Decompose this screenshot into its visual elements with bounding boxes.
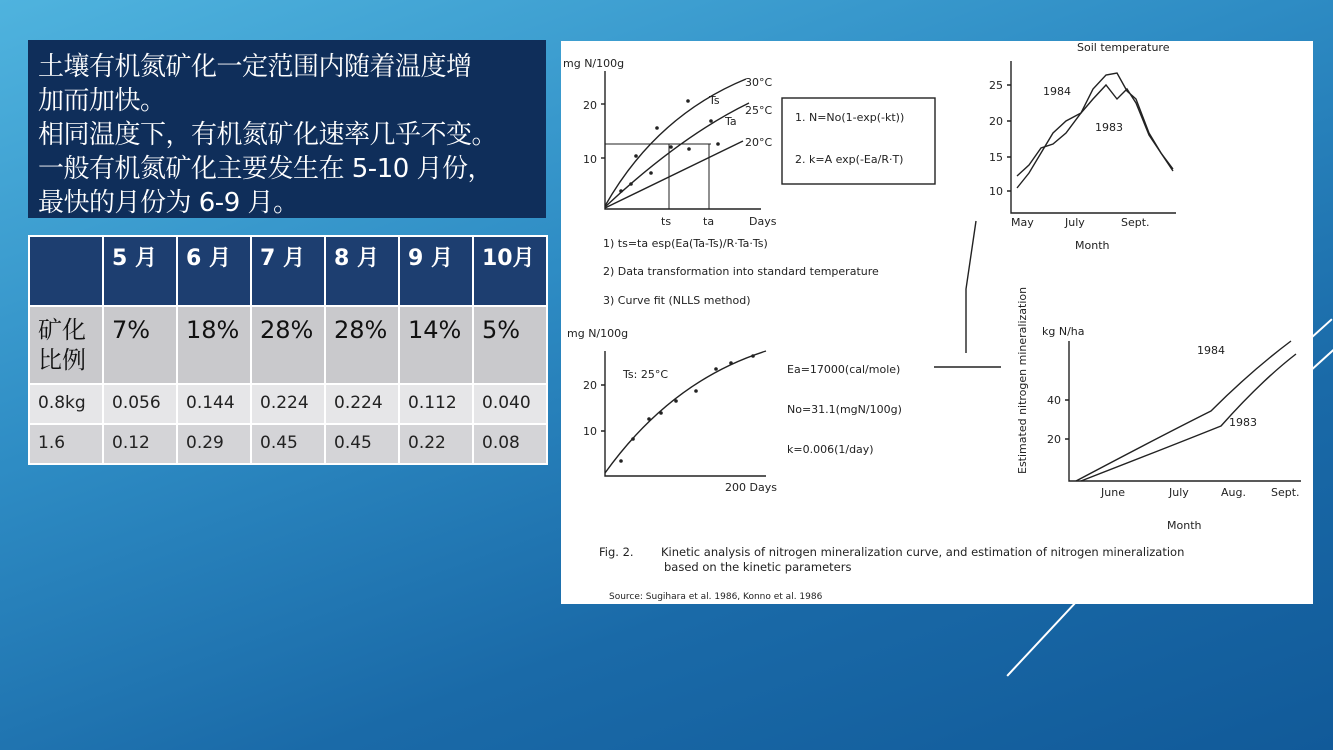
table-header-row — [29, 236, 547, 306]
summary-line: 加而加快。 — [38, 86, 166, 116]
summary-line: 相同温度下，有机氮矿化速率几乎不变。 — [38, 120, 498, 150]
data-point — [659, 411, 663, 415]
data-point — [716, 142, 720, 146]
soil-series-label: 1983 — [1095, 121, 1123, 134]
soil-title: Soil temperature — [1077, 41, 1170, 54]
est-unit: kg N/ha — [1042, 325, 1085, 338]
est-xtick: Aug. — [1221, 486, 1246, 499]
data-point — [634, 154, 638, 158]
data-point — [751, 354, 755, 358]
data-point — [709, 119, 713, 123]
connector-line — [966, 221, 976, 353]
panel-b-ytick: 10 — [583, 425, 597, 438]
data-point — [694, 389, 698, 393]
table-cell: 0.040 — [473, 384, 547, 424]
decorative-line — [1006, 599, 1078, 676]
table-cell: 矿化比例 — [29, 306, 103, 384]
est-xlabel: Month — [1167, 519, 1202, 532]
curve-label: Ts — [709, 94, 720, 107]
soil-xtick: July — [1065, 216, 1085, 229]
curve-label: 30°C — [745, 76, 773, 89]
panel-a-ytick: 20 — [583, 99, 597, 112]
soil-xtick: Sept. — [1121, 216, 1150, 229]
panel-a-xtick: ta — [703, 215, 715, 228]
table-cell: 7% — [103, 306, 177, 384]
est-ytick: 40 — [1047, 394, 1061, 407]
data-point — [619, 459, 623, 463]
mineralization-table — [28, 235, 548, 465]
equation-1: 1. N=No(1-exp(-kt)) — [795, 111, 905, 124]
table-cell: 0.45 — [325, 424, 399, 464]
param-k: k=0.006(1/day) — [787, 443, 874, 456]
panel-a-xtick: Days — [749, 215, 777, 228]
panel-a-ylabel: mg N/100g — [563, 57, 625, 70]
panel-a-xtick: ts — [661, 215, 672, 228]
est-axes — [1069, 341, 1301, 481]
table-cell: 28% — [325, 306, 399, 384]
table-cell: 0.29 — [177, 424, 251, 464]
table-cell: 0.08 — [473, 424, 547, 464]
table-cell: 28% — [251, 306, 325, 384]
panel-a-axes — [605, 71, 761, 209]
data-point — [647, 417, 651, 421]
est-ytick: 20 — [1047, 433, 1061, 446]
equation-2: 2. k=A exp(-Ea/R·T) — [795, 153, 904, 166]
data-point — [629, 182, 633, 186]
source-note: Source: Sugihara et al. 1986, Konno et al. 1986 — [609, 592, 823, 602]
data-point — [729, 361, 733, 365]
panel-b-label: Ts: 25°C — [623, 368, 669, 381]
table-header-cell: 10月 — [473, 236, 547, 306]
panel-b-ylabel: mg N/100g — [567, 327, 629, 340]
table-header-cell: 8 月 — [325, 236, 399, 306]
table-cell: 0.056 — [103, 384, 177, 424]
data-point — [649, 171, 653, 175]
soil-ytick: 25 — [989, 79, 1003, 92]
data-point — [686, 99, 690, 103]
table-header-cell: 6 月 — [177, 236, 251, 306]
caption-line: based on the kinetic parameters — [664, 560, 852, 574]
est-series-label: 1984 — [1197, 344, 1225, 357]
step-1: 1) ts=ta esp(Ea(Ta-Ts)/R·Ta·Ts) — [603, 237, 768, 250]
est-xtick: June — [1101, 486, 1125, 499]
step-3: 3) Curve fit (NLLS method) — [603, 294, 751, 307]
table-cell: 1.6 — [29, 424, 103, 464]
est-xtick: July — [1169, 486, 1189, 499]
soil-ytick: 15 — [989, 151, 1003, 164]
table-header-cell: 7 月 — [251, 236, 325, 306]
data-point — [619, 189, 623, 193]
curve-label: 25°C — [745, 104, 773, 117]
table-cell: 0.22 — [399, 424, 473, 464]
summary-textbox — [28, 40, 546, 218]
panel-a-ytick: 10 — [583, 153, 597, 166]
soil-xlabel: Month — [1075, 239, 1110, 252]
est-ylabel: Estimated nitrogen mineralization — [1016, 286, 1029, 474]
table-row — [29, 306, 547, 384]
table-cell: 0.224 — [251, 384, 325, 424]
table-header-cell: 5 月 — [103, 236, 177, 306]
table-cell: 0.224 — [325, 384, 399, 424]
summary-line: 最快的月份为 6-9 月。 — [38, 188, 299, 218]
data-point — [631, 437, 635, 441]
table-cell: 0.8kg — [29, 384, 103, 424]
table-row — [29, 424, 547, 464]
est-series-label: 1983 — [1229, 416, 1257, 429]
est-series-1984 — [1076, 341, 1291, 481]
panel-a-guides — [605, 144, 711, 209]
curve-label: 20°C — [745, 136, 773, 149]
table-cell: 0.144 — [177, 384, 251, 424]
data-point — [655, 126, 659, 130]
panel-b-xtick: 200 Days — [725, 481, 777, 494]
panel-b-ytick: 20 — [583, 379, 597, 392]
soil-xtick: May — [1011, 216, 1034, 229]
figure-drawing — [561, 41, 1313, 604]
table-cell: 0.45 — [251, 424, 325, 464]
data-point — [714, 367, 718, 371]
param-ea: Ea=17000(cal/mole) — [787, 363, 901, 376]
table-cell: 0.12 — [103, 424, 177, 464]
data-point — [687, 147, 691, 151]
soil-ytick: 20 — [989, 115, 1003, 128]
data-point — [674, 399, 678, 403]
table-header-cell — [29, 236, 103, 306]
caption-label: Fig. 2. — [599, 545, 634, 559]
summary-line: 一般有机氮矿化主要发生在 5-10 月份， — [38, 154, 494, 184]
summary-line: 土壤有机氮矿化一定范围内随着温度增 — [38, 52, 472, 82]
soil-ytick: 10 — [989, 185, 1003, 198]
table-cell: 18% — [177, 306, 251, 384]
table-header-cell: 9 月 — [399, 236, 473, 306]
table-cell: 14% — [399, 306, 473, 384]
curve-label: Ta — [725, 115, 737, 128]
step-2: 2) Data transformation into standard temperature — [603, 265, 879, 278]
table-row — [29, 384, 547, 424]
caption-line: Kinetic analysis of nitrogen mineralization curve, and estimation of nitrogen mineralization — [661, 545, 1185, 559]
param-no: No=31.1(mgN/100g) — [787, 403, 902, 416]
soil-series-label: 1984 — [1043, 85, 1071, 98]
kinetic-analysis-figure — [561, 41, 1313, 604]
data-point — [669, 145, 673, 149]
est-xtick: Sept. — [1271, 486, 1300, 499]
table-cell: 5% — [473, 306, 547, 384]
table-cell: 0.112 — [399, 384, 473, 424]
